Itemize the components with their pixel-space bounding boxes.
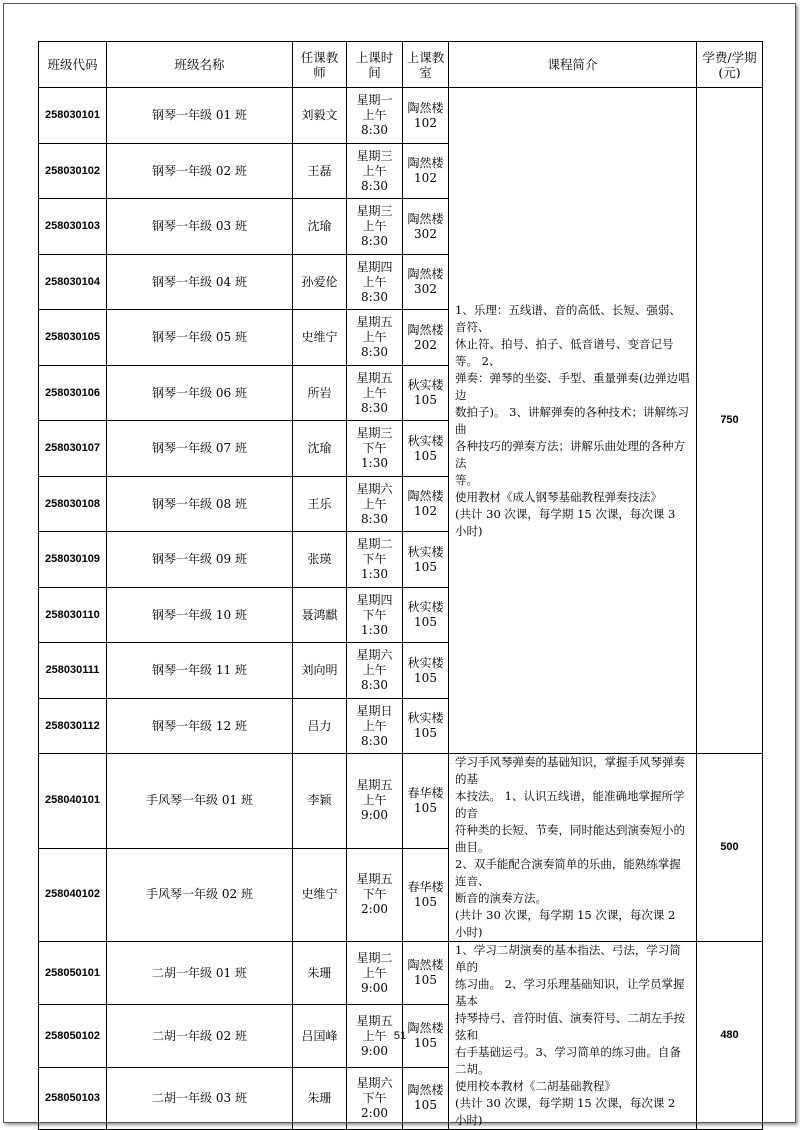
room-number: 105 xyxy=(414,393,437,407)
room-cell xyxy=(403,421,449,477)
room-number: 302 xyxy=(414,226,437,241)
class-time: 下午 1:30 xyxy=(361,607,388,637)
room-cell xyxy=(403,199,449,255)
class-code-cell: 258030105 xyxy=(39,310,107,366)
room-number: 105 xyxy=(414,1036,437,1051)
class-name-cell: 手风琴一年级 02 班 xyxy=(107,848,293,941)
time-cell xyxy=(347,366,403,421)
room-cell xyxy=(403,754,449,849)
class-time: 上午 8:30 xyxy=(361,274,388,304)
class-time: 上午 8:30 xyxy=(361,663,388,692)
header-intro: 课程简介 xyxy=(449,42,697,88)
room-cell xyxy=(403,1067,449,1129)
time-cell xyxy=(347,643,403,699)
class-time: 上午 8:30 xyxy=(361,108,388,137)
table-body xyxy=(39,88,763,1130)
room-number: 102 xyxy=(414,115,437,130)
class-code-cell: 258030109 xyxy=(39,532,107,588)
teacher-cell: 朱珊 xyxy=(293,942,347,1005)
building-name: 陶然楼 xyxy=(407,211,444,226)
class-name-cell: 钢琴一年级 09 班 xyxy=(107,532,293,588)
class-day: 星期五 xyxy=(356,370,393,385)
class-day: 星期一 xyxy=(356,93,393,107)
room-cell xyxy=(403,643,449,699)
class-name-cell: 二胡一年级 01 班 xyxy=(107,942,293,1005)
header-room: 上课教室 xyxy=(403,42,449,88)
class-time: 上午 9:00 xyxy=(361,965,388,995)
intro-line: 右手基础运弓。3、学习简单的练习曲。自备二胡。 xyxy=(455,1045,681,1076)
class-time: 上午 8:30 xyxy=(361,219,388,248)
class-day: 星期三 xyxy=(356,204,393,218)
class-name-cell: 钢琴一年级 12 班 xyxy=(107,699,293,754)
room-cell xyxy=(403,588,449,643)
class-code-cell: 258030102 xyxy=(39,144,107,199)
header-fee: 学费/学期(元) xyxy=(697,42,763,88)
class-day: 星期三 xyxy=(356,426,393,440)
room-number: 102 xyxy=(414,504,437,518)
class-name-cell: 钢琴一年级 01 班 xyxy=(107,88,293,144)
page-number: 51 xyxy=(393,1030,407,1042)
building-name: 秋实楼 xyxy=(407,433,444,448)
fee-cell: 750 xyxy=(697,88,763,754)
room-number: 105 xyxy=(414,973,437,988)
class-code-cell: 258030101 xyxy=(39,88,107,144)
room-number: 105 xyxy=(414,448,437,463)
class-time: 下午 1:30 xyxy=(361,441,388,470)
header-teacher: 任课教师 xyxy=(293,42,347,88)
teacher-cell: 史维宁 xyxy=(293,310,347,366)
intro-line: 使用校本教材《二胡基础教程》 xyxy=(455,1079,616,1093)
class-time: 上午 9:00 xyxy=(361,1028,388,1058)
building-name: 春华楼 xyxy=(407,785,444,800)
time-cell xyxy=(347,199,403,255)
intro-line: 本技法。 1、认识五线谱，能准确地掌握所学的音 xyxy=(455,789,685,820)
building-name: 秋实楼 xyxy=(407,655,444,670)
intro-line: (共计 30 次课，每学期 15 次课，每次课 2 小时) xyxy=(455,1096,676,1127)
building-name: 陶然楼 xyxy=(407,489,444,503)
class-time: 上午 8:30 xyxy=(361,163,388,193)
class-name-cell: 二胡一年级 03 班 xyxy=(107,1067,293,1129)
class-time: 上午 9:00 xyxy=(361,793,388,823)
building-name: 陶然楼 xyxy=(407,958,444,973)
class-name-cell: 钢琴一年级 03 班 xyxy=(107,199,293,255)
class-name-cell: 钢琴一年级 06 班 xyxy=(107,366,293,421)
teacher-cell: 朱珊 xyxy=(293,1067,347,1129)
class-time: 下午 2:00 xyxy=(361,887,388,917)
teacher-cell: 所岩 xyxy=(293,366,347,421)
building-name: 陶然楼 xyxy=(407,267,444,281)
class-code-cell: 258030111 xyxy=(39,643,107,699)
class-name-cell: 二胡一年级 02 班 xyxy=(107,1005,293,1067)
table-row xyxy=(39,88,763,144)
time-cell xyxy=(347,699,403,754)
class-code-cell: 258030104 xyxy=(39,255,107,310)
header-time: 上课时间 xyxy=(347,42,403,88)
intro-line: 各种技巧的弹奏方法；讲解乐曲处理的各种方法 xyxy=(455,438,685,470)
time-cell xyxy=(347,144,403,199)
room-cell xyxy=(403,532,449,588)
intro-line: 使用教材《成人钢琴基础教程弹奏技法》 xyxy=(455,489,662,504)
class-name-cell: 钢琴一年级 11 班 xyxy=(107,643,293,699)
time-cell xyxy=(347,754,403,849)
class-day: 星期六 xyxy=(356,1075,393,1090)
intro-line: 持琴持弓、音符时值、演奏符号、二胡左手按弦和 xyxy=(455,1011,685,1042)
class-day: 星期五 xyxy=(356,872,393,887)
room-cell xyxy=(403,942,449,1005)
class-name-cell: 钢琴一年级 04 班 xyxy=(107,255,293,310)
class-day: 星期四 xyxy=(356,259,393,274)
time-cell xyxy=(347,255,403,310)
class-time: 上午 8:30 xyxy=(361,330,388,359)
class-code-cell: 258040102 xyxy=(39,848,107,941)
class-day: 星期日 xyxy=(356,703,393,718)
teacher-cell: 沈瑜 xyxy=(293,421,347,477)
class-time: 上午 8:30 xyxy=(361,385,388,415)
intro-line: 休止符、拍号、拍子、低音谱号、变音记号等。 2、 xyxy=(455,336,674,368)
room-cell xyxy=(403,699,449,754)
header-row xyxy=(39,42,763,88)
class-code-cell: 258030110 xyxy=(39,588,107,643)
building-name: 秋实楼 xyxy=(407,378,444,392)
building-name: 秋实楼 xyxy=(407,544,444,559)
time-cell xyxy=(347,532,403,588)
room-cell xyxy=(403,144,449,199)
intro-line: 弹奏：弹琴的坐姿、手型、重量弹奏(边弹边唱边 xyxy=(455,370,690,402)
time-cell xyxy=(347,848,403,941)
teacher-cell: 王乐 xyxy=(293,477,347,532)
room-number: 105 xyxy=(414,1098,437,1113)
class-name-cell: 钢琴一年级 07 班 xyxy=(107,421,293,477)
room-cell xyxy=(403,88,449,144)
room-cell xyxy=(403,848,449,941)
intro-line: 1、学习二胡演奏的基本指法、弓法，学习简单的 xyxy=(455,943,681,974)
class-name-cell: 钢琴一年级 05 班 xyxy=(107,310,293,366)
course-intro-cell xyxy=(449,754,697,942)
class-day: 星期五 xyxy=(356,1013,393,1028)
course-table xyxy=(38,41,763,1130)
building-name: 陶然楼 xyxy=(407,322,444,337)
room-number: 105 xyxy=(414,894,437,909)
room-number: 105 xyxy=(414,800,437,815)
teacher-cell: 史维宁 xyxy=(293,848,347,941)
intro-line: 断音的演奏方法。 xyxy=(455,891,547,905)
intro-line: 1、乐理：五线谱、音的高低、长短、强弱、音符、 xyxy=(455,302,681,334)
room-number: 302 xyxy=(414,282,437,296)
class-day: 星期五 xyxy=(356,315,393,329)
intro-line: (共计 30 次课，每学期 15 次课，每次课 3 小时) xyxy=(455,506,676,538)
fee-cell: 480 xyxy=(697,942,763,1130)
room-cell xyxy=(403,310,449,366)
room-number: 102 xyxy=(414,171,437,185)
time-cell xyxy=(347,942,403,1005)
intro-line: 2、双手能配合演奏简单的乐曲，能熟练掌握连音、 xyxy=(455,857,681,888)
building-name: 陶然楼 xyxy=(407,1021,444,1036)
teacher-cell: 吕力 xyxy=(293,699,347,754)
building-name: 秋实楼 xyxy=(407,600,444,614)
time-cell xyxy=(347,421,403,477)
class-name-cell: 手风琴一年级 01 班 xyxy=(107,754,293,849)
time-cell xyxy=(347,1067,403,1129)
teacher-cell: 王磊 xyxy=(293,144,347,199)
intro-line: 学习手风琴弹奏的基础知识，掌握手风琴弹奏的基 xyxy=(455,755,685,786)
class-name-cell: 钢琴一年级 10 班 xyxy=(107,588,293,643)
class-code-cell: 258030107 xyxy=(39,421,107,477)
class-day: 星期五 xyxy=(356,778,393,793)
room-number: 105 xyxy=(414,559,437,574)
class-code-cell: 258030103 xyxy=(39,199,107,255)
building-name: 秋实楼 xyxy=(407,711,444,725)
building-name: 陶然楼 xyxy=(407,100,444,115)
teacher-cell: 聂鸿麒 xyxy=(293,588,347,643)
room-number: 105 xyxy=(414,615,437,629)
intro-line: 练习曲。 2、学习乐理基础知识，让学员掌握基本 xyxy=(455,977,685,1008)
class-code-cell: 258030112 xyxy=(39,699,107,754)
class-code-cell: 258030108 xyxy=(39,477,107,532)
fee-cell: 500 xyxy=(697,754,763,942)
time-cell xyxy=(347,477,403,532)
room-number: 105 xyxy=(414,726,437,740)
class-name-cell: 钢琴一年级 02 班 xyxy=(107,144,293,199)
room-cell xyxy=(403,477,449,532)
class-day: 星期三 xyxy=(356,148,393,163)
room-number: 105 xyxy=(414,670,437,685)
time-cell xyxy=(347,310,403,366)
class-code-cell: 258040101 xyxy=(39,754,107,849)
class-day: 星期二 xyxy=(356,950,393,965)
class-day: 星期四 xyxy=(356,592,393,607)
class-day: 星期六 xyxy=(356,481,393,496)
building-name: 春华楼 xyxy=(407,879,444,894)
teacher-cell: 刘毅文 xyxy=(293,88,347,144)
teacher-cell: 沈瑜 xyxy=(293,199,347,255)
intro-line: 符种类的长短、节奏，同时能达到演奏短小的曲目。 xyxy=(455,823,685,854)
class-code-cell: 258050103 xyxy=(39,1067,107,1129)
intro-line: 数拍子)。 3、讲解弹奏的各种技术；讲解练习曲 xyxy=(455,404,689,436)
header-code: 班级代码 xyxy=(39,42,107,88)
class-name-cell: 钢琴一年级 08 班 xyxy=(107,477,293,532)
class-day: 星期二 xyxy=(356,537,393,551)
class-code-cell: 258050101 xyxy=(39,942,107,1005)
course-intro-cell xyxy=(449,88,697,754)
time-cell xyxy=(347,88,403,144)
room-cell xyxy=(403,366,449,421)
teacher-cell: 李颖 xyxy=(293,754,347,849)
room-cell xyxy=(403,255,449,310)
time-cell xyxy=(347,588,403,643)
class-code-cell: 258050102 xyxy=(39,1005,107,1067)
class-time: 上午 8:30 xyxy=(361,496,388,526)
intro-line: (共计 30 次课，每学期 15 次课，每次课 2 小时) xyxy=(455,908,676,939)
teacher-cell: 刘向明 xyxy=(293,643,347,699)
class-day: 星期六 xyxy=(356,648,393,662)
header-name: 班级名称 xyxy=(107,42,293,88)
table-row xyxy=(39,942,763,1005)
teacher-cell: 孙爱伦 xyxy=(293,255,347,310)
class-time: 上午 8:30 xyxy=(361,718,388,748)
intro-line: 等。 xyxy=(455,472,478,487)
class-time: 下午 2:00 xyxy=(361,1090,388,1120)
teacher-cell: 张瑛 xyxy=(293,532,347,588)
class-code-cell: 258030106 xyxy=(39,366,107,421)
table-row xyxy=(39,754,763,849)
teacher-cell: 吕国峰 xyxy=(293,1005,347,1067)
building-name: 陶然楼 xyxy=(407,1083,444,1098)
room-number: 202 xyxy=(414,337,437,352)
class-time: 下午 1:30 xyxy=(361,552,388,581)
building-name: 陶然楼 xyxy=(407,156,444,170)
